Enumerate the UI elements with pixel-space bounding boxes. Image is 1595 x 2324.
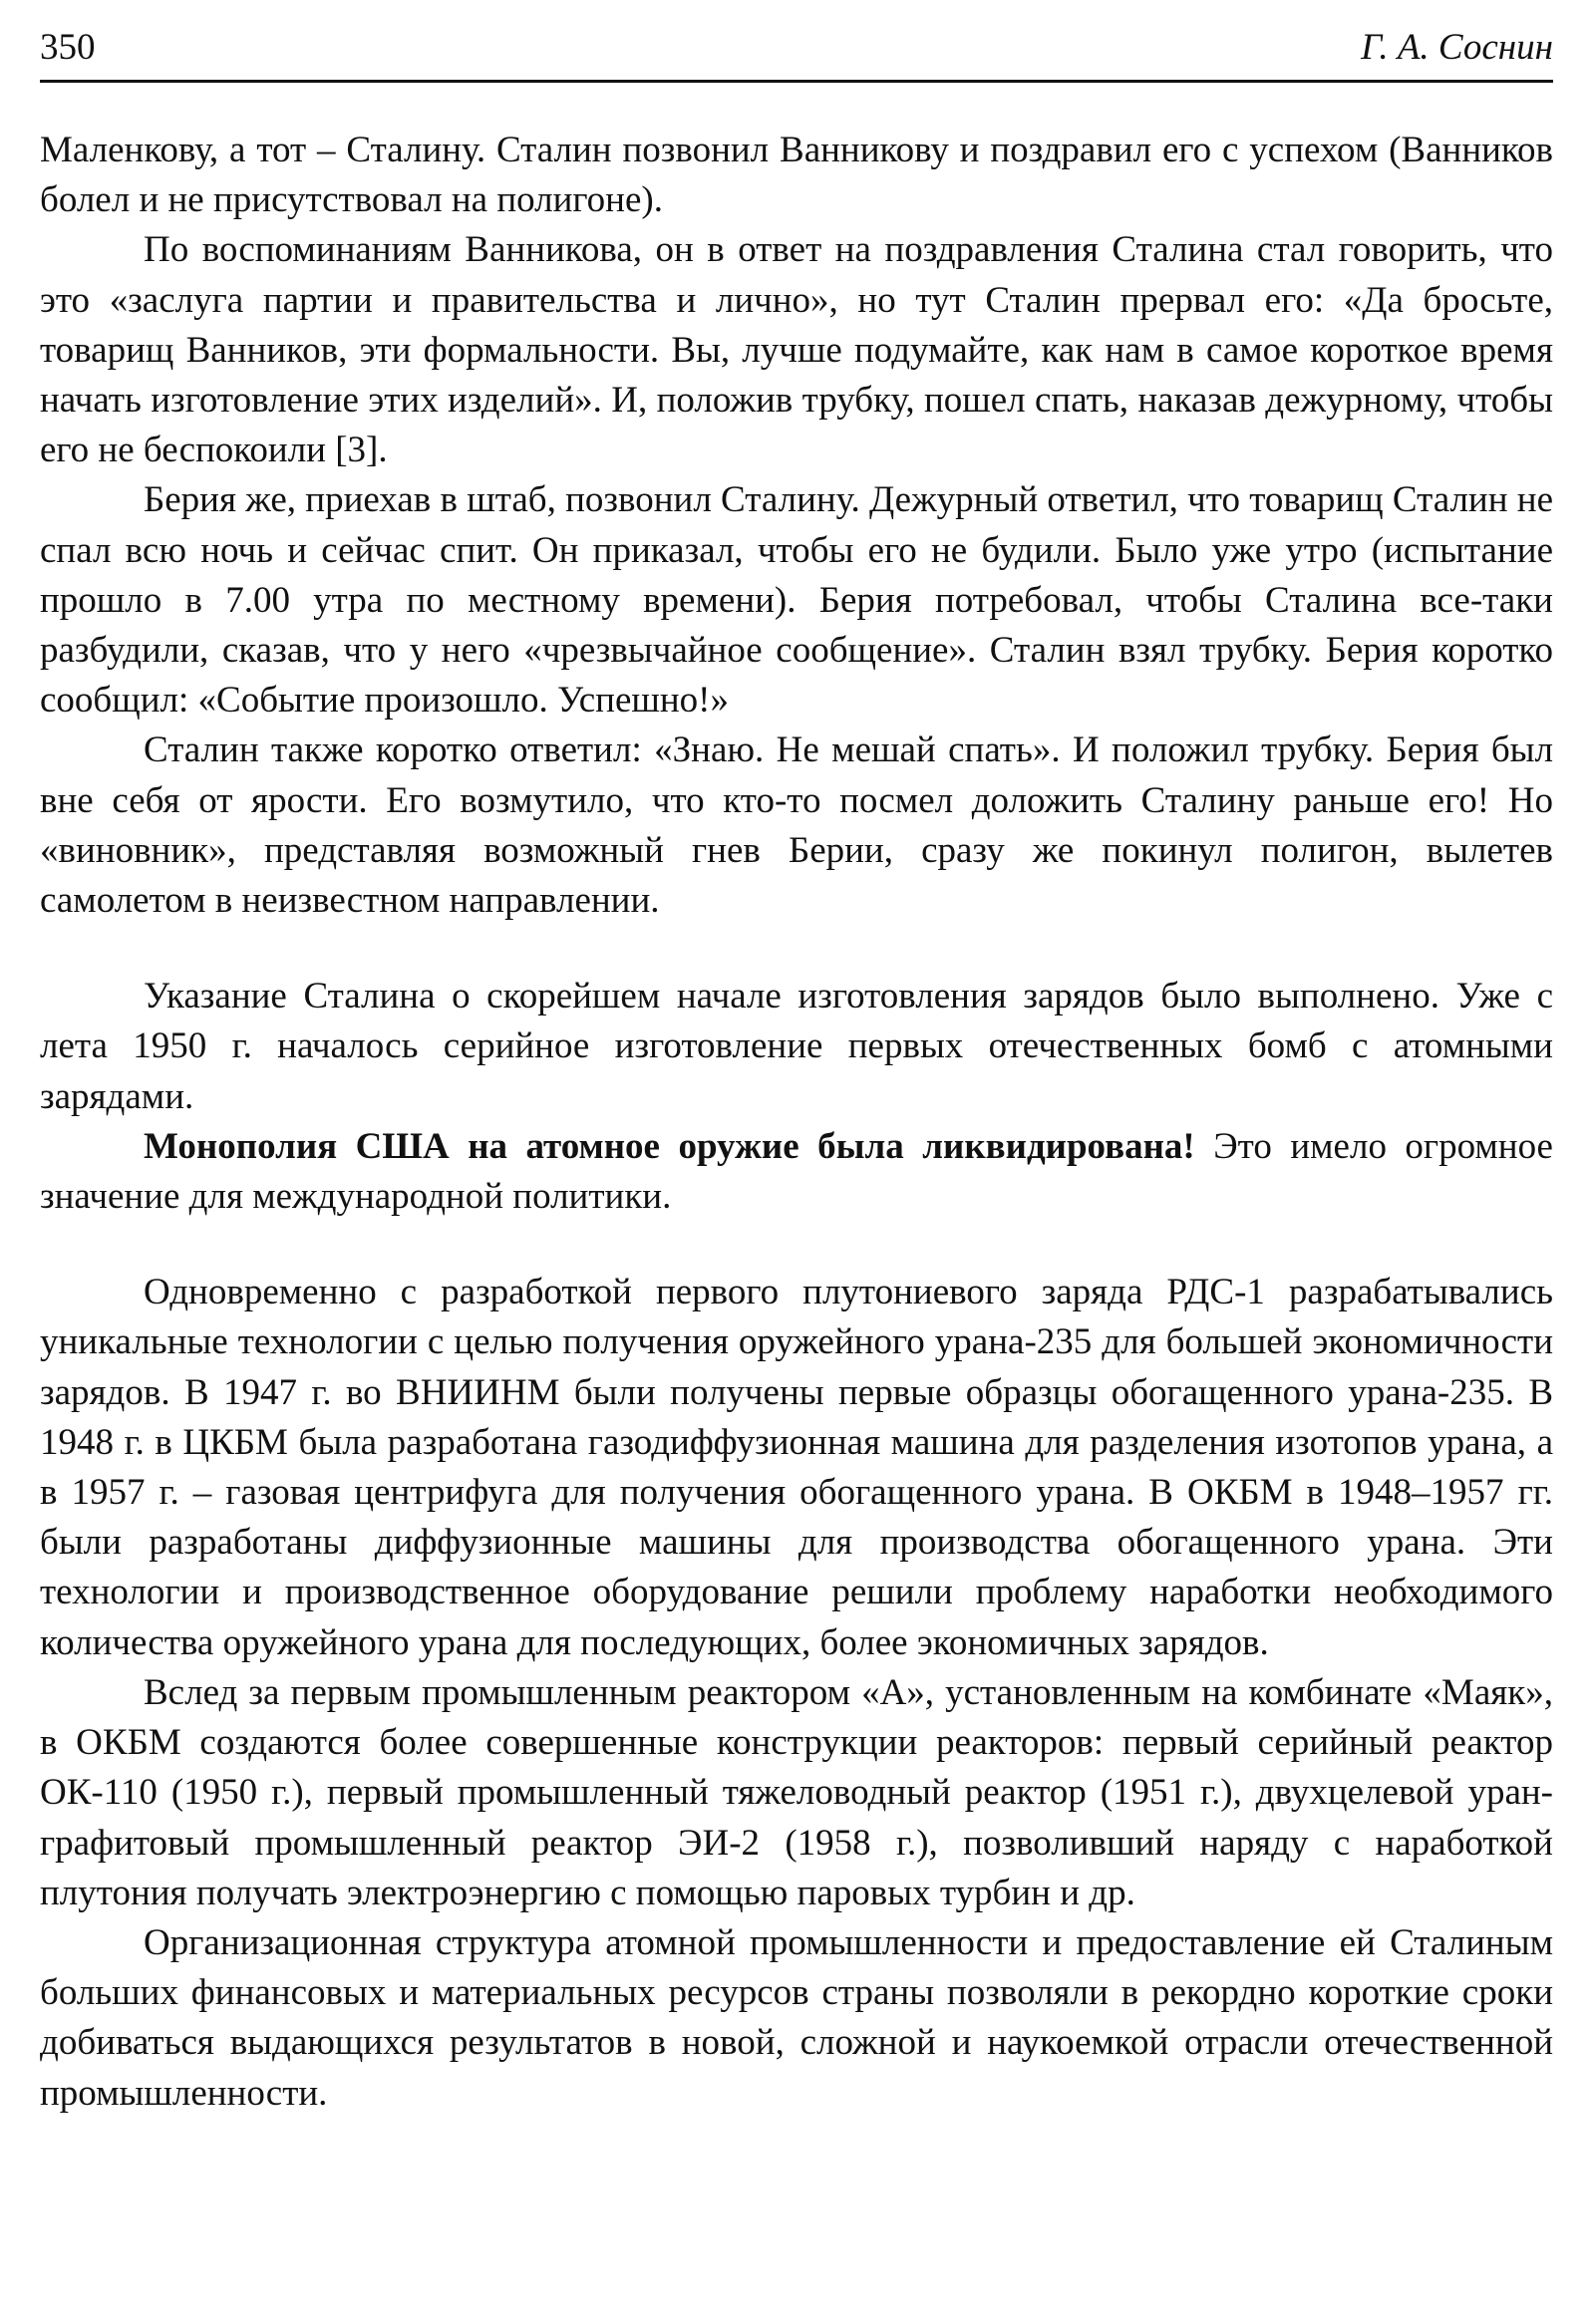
running-title: Г. А. Соснин bbox=[1361, 27, 1553, 68]
paragraph-7: Одновременно с разработкой первого плутониевого заряда РДС-1 разрабатывались уникальные технологии с целью получения оружейного урана-235 для большей экономичности зарядов. В 1947 г. во ВНИИНМ были получены первые образцы обогащенного урана-235. В 1948 г. в ЦКБМ была разработана газодиффузионная машина для разделения изотопов урана, а в 1957 г. – газовая центрифуга для получения обогащенного урана. В ОКБМ в 1948–1957 гг. были разработаны диффузионные машины для производства обогащенного урана. Эти технологии и производственное оборудование решили проблему наработки необходимого количества оружейного урана для последующих, более экономичных зарядов. bbox=[40, 1272, 1553, 1663]
paragraph-9: Организационная структура атомной промышленности и предоставление ей Сталиным больших финансовых и материальных ресурсов страны позволяли в рекордно короткие сроки добиваться выдающихся результатов в новой, сложной и наукоемкой отрасли отечественной промышленности. bbox=[40, 1921, 1553, 2114]
paragraph-8: Вслед за первым промышленным реактором «А», установленным на комбинате «Маяк», в ОКБМ создаются более совершенные конструкции реакторов: первый серийный реактор ОК-110 (1950 г.), первый промышленный тяжеловодный реактор (1951 г.), двухцелевой уран-графитовый промышленный реактор ЭИ-2 (1958 г.), позволивший наряду с наработкой плутония получать электроэнергию с помощью паровых турбин и др. bbox=[40, 1671, 1553, 1913]
emphasis-text: Монополия США на атомное оружие была ликвидирована! bbox=[144, 1125, 1195, 1167]
paragraph-1: Маленкову, а тот – Сталину. Сталин позвонил Ванникову и поздравил его с успехом (Ванников болел и не присутствовал на полигоне). bbox=[40, 130, 1553, 221]
page-number: 350 bbox=[40, 27, 96, 68]
paragraph-6 bbox=[40, 1122, 1553, 1222]
paragraph-3: Берия же, приехав в штаб, позвонил Сталину. Дежурный ответил, что товарищ Сталин не спал всю ночь и сейчас спит. Он приказал, чтобы его не будили. Было уже утро (испытание прошло в 7.00 утра по местному времени). Берия потребовал, чтобы Сталина все-таки разбудили, сказав, что у него «чрезвычайное сообщение». Сталин взял трубку. Берия коротко сообщил: «Событие произошло. Успешно!» bbox=[40, 479, 1553, 722]
paragraph-4: Сталин также коротко ответил: «Знаю. Не мешай спать». И положил трубку. Берия был вне себя от ярости. Его возмутило, что кто-то посмел доложить Сталину раньше его! Но «виновник», представляя возможный гнев Берии, сразу же покинул полигон, вылетев самолетом в неизвестном направлении. bbox=[40, 729, 1553, 922]
paragraph-6-rest: Это имело огромное значение для международной политики. bbox=[40, 1125, 1553, 1218]
body-text bbox=[40, 126, 1553, 2119]
page-header bbox=[40, 24, 1553, 84]
paragraph-2: По воспоминаниям Ванникова, он в ответ на поздравления Сталина стал говорить, что это «заслуга партии и правительства и лично», но тут Сталин прервал его: «Да бросьте, товарищ Ванников, эти формальности. Вы, лучше подумайте, как нам в самое короткое время начать изготовление этих изделий». И, положив трубку, пошел спать, наказав дежурному, чтобы его не беспокоили [3]. bbox=[40, 229, 1553, 471]
paragraph-5: Указание Сталина о скорейшем начале изготовления зарядов было выполнено. Уже с лета 1950 г. началось серийное изготовление первых отечественных бомб с атомными зарядами. bbox=[40, 976, 1553, 1117]
header-divider bbox=[40, 80, 1553, 83]
